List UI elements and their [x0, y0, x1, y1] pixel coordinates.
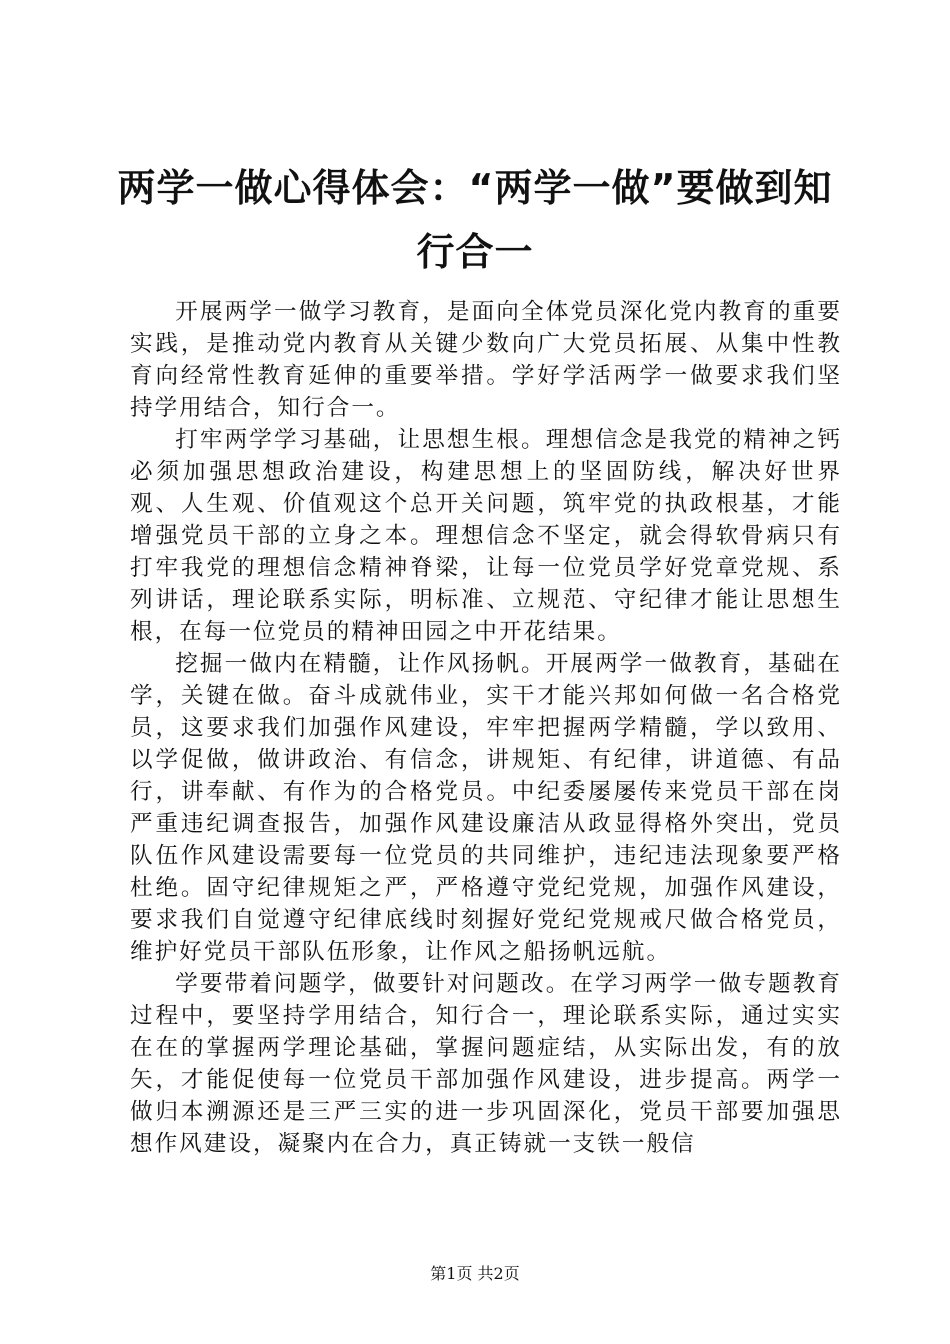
page-number-footer: 第1页 共2页 [430, 1264, 520, 1283]
document-title: 两学一做心得体会：“两学一做”要做到知行合一 [117, 166, 833, 274]
paragraph-2: 打牢两学学习基础，让思想生根。理想信念是我党的精神之钙必须加强思想政治建设，构建思想上的坚固防线，解决好世界观、人生观、价值观这个总开关问题，筑牢党的执政根基，才能增强党员干部的立身之本。理想信念不坚定，就会得软骨病只有打牢我党的理想信念精神脊梁，让每一位党员学好党章党规、系列讲话，理论联系实际，明标准、立规范、守纪律才能让思想生根，在每一位党员的精神田园之中开花结果。 [130, 427, 842, 645]
paragraph-3: 挖掘一做内在精髓，让作风扬帆。开展两学一做教育，基础在学，关键在做。奋斗成就伟业，实干才能兴邦如何做一名合格党员，这要求我们加强作风建设，牢牢把握两学精髓，学以致用、以学促做，做讲政治、有信念，讲规矩、有纪律，讲道德、有品行，讲奉献、有作为的合格党员。中纪委屡屡传来党员干部在岗严重违纪调查报告，加强作风建设廉洁从政显得格外突出，党员队伍作风建设需要每一位党员的共同维护，违纪违法现象要严格杜绝。固守纪律规矩之严，严格遵守党纪党规，加强作风建设，要求我们自觉遵守纪律底线时刻握好党纪党规戒尺做合格党员，维护好党员干部队伍形象，让作风之船扬帆远航。 [130, 651, 842, 965]
paragraph-1: 开展两学一做学习教育，是面向全体党员深化党内教育的重要实践，是推动党内教育从关键少数向广大党员拓展、从集中性教育向经常性教育延伸的重要举措。学好学活两学一做要求我们坚持学用结合，知行合一。 [130, 299, 842, 421]
paragraph-4: 学要带着问题学，做要针对问题改。在学习两学一做专题教育过程中，要坚持学用结合，知行合一，理论联系实际，通过实实在在的掌握两学理论基础，掌握问题症结，从实际出发，有的放矢，才能促使每一位党员干部加强作风建设，进步提高。两学一做归本溯源还是三严三实的进一步巩固深化，党员干部要加强思想作风建设，凝聚内在合力，真正铸就一支铁一般信 [130, 971, 842, 1157]
document-body [130, 296, 842, 1160]
